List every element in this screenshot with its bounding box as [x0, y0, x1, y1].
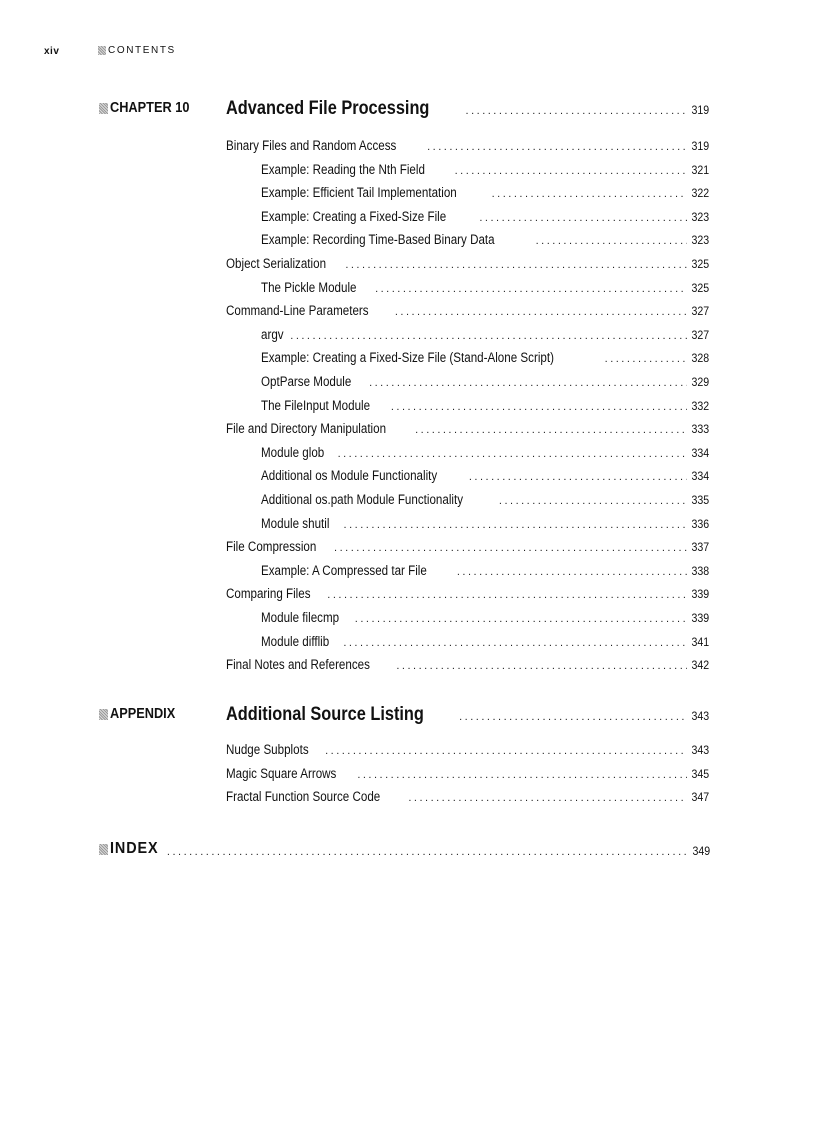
toc-entry-title: File Compression — [226, 539, 317, 555]
toc-entry-title: Example: Creating a Fixed-Size File (Stand-Alone Script) — [261, 350, 554, 366]
page-ref: 339 — [691, 613, 709, 625]
page-ref: 325 — [691, 259, 709, 271]
page-ref: 341 — [691, 636, 709, 649]
dot-leader — [355, 613, 687, 625]
toc-entry-title: Module shutil — [261, 515, 330, 531]
toc-entry[interactable] — [261, 209, 709, 224]
page-ref: 343 — [691, 711, 709, 723]
toc-entry[interactable] — [226, 256, 709, 271]
page-ref: 329 — [691, 377, 709, 389]
toc-entry-title: Magic Square Arrows — [226, 765, 337, 781]
toc-entry[interactable] — [261, 634, 709, 649]
page-ref: 323 — [691, 235, 709, 248]
toc-entry[interactable] — [261, 162, 709, 177]
toc-entry-title: Example: Recording Time-Based Binary Data — [261, 232, 495, 248]
toc-entry[interactable] — [261, 350, 709, 365]
dot-leader — [369, 377, 687, 389]
dot-leader — [325, 745, 687, 757]
running-head-label: CONTENTS — [108, 45, 176, 56]
page-ref: 325 — [691, 282, 709, 295]
chapter-label: CHAPTER 10 — [99, 100, 200, 116]
dot-leader — [427, 141, 687, 153]
toc-entry-title: Module difflib — [261, 633, 330, 649]
chapter-title-entry[interactable] — [226, 98, 709, 120]
dot-leader — [290, 330, 687, 342]
appendix-label: APPENDIX — [99, 706, 184, 722]
dot-leader — [408, 792, 686, 804]
toc-entry-title: Module filecmp — [261, 610, 340, 625]
index-label: INDEX — [99, 840, 164, 858]
toc-entry-title: Example: Reading the Nth Field — [261, 161, 425, 177]
toc-entry-title: Comparing Files — [226, 586, 311, 602]
dot-leader — [167, 846, 688, 858]
index-section — [99, 840, 710, 862]
dot-leader — [375, 283, 687, 295]
appendix-title: Additional Source Listing — [226, 704, 424, 725]
page-ref: 349 — [692, 845, 710, 858]
toc-entry-title: Binary Files and Random Access — [226, 138, 397, 153]
toc-entry-title: Additional os Module Functionality — [261, 468, 438, 484]
dot-leader — [327, 589, 687, 601]
page-ref: 335 — [691, 495, 709, 507]
dot-leader — [345, 259, 687, 271]
dot-leader — [492, 188, 687, 200]
page-ref: 334 — [691, 471, 709, 484]
chapter-title: Advanced File Processing — [226, 98, 430, 119]
toc-entry[interactable] — [226, 421, 709, 436]
toc-entry-title: Module glob — [261, 444, 325, 460]
toc-entry[interactable] — [261, 232, 709, 247]
toc-entry-title: Final Notes and References — [226, 657, 370, 673]
running-head — [44, 44, 176, 58]
toc-entry-title: File and Directory Manipulation — [226, 421, 387, 437]
dot-leader — [459, 711, 687, 723]
section-marker-icon — [99, 103, 108, 114]
page-ref: 334 — [691, 447, 709, 460]
appendix-section — [99, 704, 710, 814]
page-ref: 323 — [691, 211, 709, 224]
section-marker-icon — [99, 844, 108, 855]
index-entry[interactable] — [99, 840, 710, 858]
toc-entry-title: Command-Line Parameters — [226, 303, 369, 319]
page-ref: 337 — [691, 542, 709, 555]
toc-entry[interactable] — [226, 742, 709, 757]
toc-entry-title: argv — [261, 326, 284, 342]
toc-entry[interactable] — [226, 657, 709, 672]
toc-entry[interactable] — [226, 586, 709, 601]
dot-leader — [334, 542, 687, 554]
toc-entry[interactable] — [261, 563, 709, 578]
section-marker-icon — [98, 46, 106, 55]
dot-leader — [343, 637, 687, 649]
page-ref: 322 — [691, 188, 709, 201]
dot-leader — [466, 105, 687, 117]
toc-entry[interactable] — [261, 445, 709, 460]
appendix-title-entry[interactable] — [226, 704, 709, 726]
dot-leader — [357, 769, 687, 781]
page-ref: 333 — [691, 424, 709, 437]
toc-entry-title: Example: Creating a Fixed-Size File — [261, 208, 447, 224]
toc-entry[interactable] — [261, 374, 709, 389]
toc-entry[interactable] — [261, 468, 709, 483]
toc-entry[interactable] — [261, 398, 709, 413]
page-ref: 338 — [691, 565, 709, 578]
section-marker-icon — [99, 709, 108, 720]
toc-entry-title: Additional os.path Module Functionality — [261, 492, 464, 507]
toc-entry[interactable] — [261, 185, 709, 200]
toc-entry[interactable] — [261, 516, 709, 531]
toc-entry-title: OptParse Module — [261, 374, 352, 389]
running-head-title — [98, 45, 176, 56]
toc-entry[interactable] — [261, 327, 709, 342]
dot-leader — [455, 165, 687, 177]
toc-entry[interactable] — [226, 789, 709, 804]
toc-entry-title: The FileInput Module — [261, 397, 371, 413]
page-ref: 327 — [691, 306, 709, 319]
dot-leader — [396, 660, 686, 672]
toc-entry[interactable] — [226, 303, 709, 318]
toc-entry[interactable] — [226, 539, 709, 554]
page-number: xiv — [44, 45, 60, 57]
dot-leader — [338, 448, 687, 460]
toc-entry-title: The Pickle Module — [261, 279, 357, 295]
dot-leader — [536, 235, 687, 247]
page-ref: 319 — [691, 105, 709, 117]
page-ref: 342 — [691, 660, 709, 673]
dot-leader — [479, 212, 686, 224]
dot-leader — [457, 566, 687, 578]
page-ref: 319 — [691, 141, 709, 153]
toc-entry[interactable] — [226, 138, 709, 153]
toc-entry-title: Nudge Subplots — [226, 742, 309, 757]
dot-leader — [605, 353, 687, 365]
toc-entry[interactable] — [261, 610, 709, 625]
page-ref: 347 — [691, 792, 709, 805]
page-ref: 328 — [691, 353, 709, 366]
toc-entry[interactable] — [261, 492, 709, 507]
dot-leader — [469, 471, 687, 483]
page-ref: 345 — [691, 768, 709, 781]
dot-leader — [395, 306, 687, 318]
toc-entry-title: Object Serialization — [226, 256, 327, 271]
toc-entry-title: Example: Efficient Tail Implementation — [261, 185, 457, 201]
page-ref: 339 — [691, 589, 709, 602]
chapter-10-section — [99, 98, 710, 678]
dot-leader — [499, 495, 687, 507]
page-ref: 343 — [691, 745, 709, 757]
dot-leader — [415, 424, 687, 436]
toc-entry[interactable] — [261, 280, 709, 295]
toc-entry[interactable] — [226, 766, 709, 781]
toc-entry-title: Fractal Function Source Code — [226, 789, 381, 805]
dot-leader — [391, 401, 687, 413]
page-ref: 336 — [691, 518, 709, 531]
page-ref: 321 — [691, 164, 709, 177]
dot-leader — [344, 519, 687, 531]
toc-entry-title: Example: A Compressed tar File — [261, 562, 427, 578]
page-ref: 327 — [691, 329, 709, 342]
page-ref: 332 — [691, 400, 709, 413]
